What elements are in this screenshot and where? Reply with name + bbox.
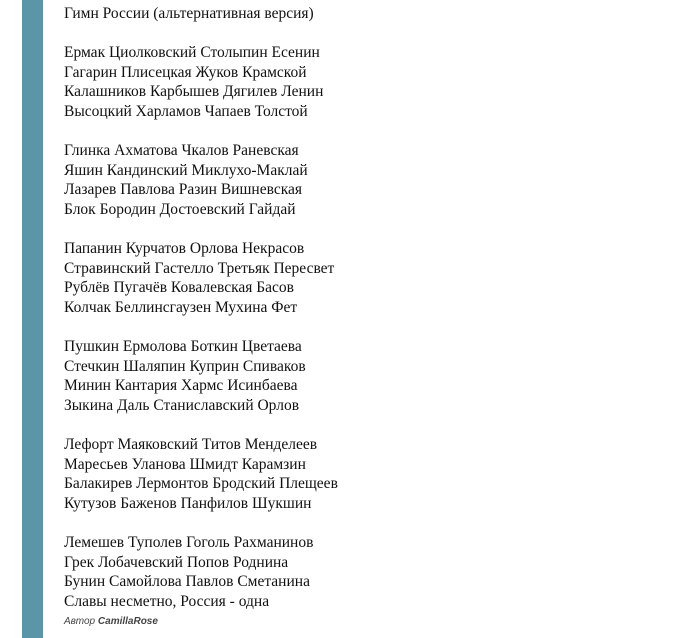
stanza-6 [64,533,624,611]
poem-line: Бунин Самойлова Павлов Сметанина [64,573,310,591]
poem-line: Яшин Кандинский Миклухо-Маклай [64,161,308,179]
stanza-2 [64,141,624,219]
stanza-1 [64,43,624,121]
poem-line: Славы несметно, Россия - одна [64,592,270,610]
poem-line: Блок Бородин Достоевский Гайдай [64,200,296,218]
poem-line: Лемешев Туполев Гоголь Рахманинов [64,534,314,552]
accent-bar [22,0,43,638]
poem-line: Колчак Беллинсгаузен Мухина Фет [64,298,298,316]
poem-line: Ермак Циолковский Столыпин Есенин [64,44,320,62]
poem-line: Зыкина Даль Станиславский Орлов [64,396,300,414]
poem-line: Кутузов Баженов Панфилов Шукшин [64,494,312,512]
poem-line: Пушкин Ермолова Боткин Цветаева [64,338,302,356]
stanza-4 [64,337,624,415]
poem-line: Рублёв Пугачёв Ковалевская Басов [64,279,294,297]
poem-title: Гимн России (альтернативная версия) [64,5,314,22]
author-credit [64,616,158,627]
poem-line: Папанин Курчатов Орлова Некрасов [64,240,305,258]
poem-line: Лефорт Маяковский Титов Менделеев [64,436,318,454]
poem [64,4,624,611]
poem-line: Высоцкий Харламов Чапаев Толстой [64,102,308,120]
poem-line: Балакирев Лермонтов Бродский Плещеев [64,475,338,493]
stanza-3 [64,239,624,317]
poem-line: Грек Лобачевский Попов Роднина [64,553,289,571]
poem-line: Стравинский Гастелло Третьяк Пересвет [64,259,335,277]
stanza-5 [64,435,624,513]
poem-line: Глинка Ахматова Чкалов Раневская [64,142,299,160]
poem-line: Гагарин Плисецкая Жуков Крамской [64,63,307,81]
author-label: Автор [64,616,96,627]
poem-line: Маресьев Уланова Шмидт Карамзин [64,455,306,473]
author-name: CamillaRose [97,616,158,627]
poem-line: Минин Кантария Хармс Исинбаева [64,377,298,395]
poem-line: Лазарев Павлова Разин Вишневская [64,181,303,199]
poem-line: Стечкин Шаляпин Куприн Спиваков [64,357,306,375]
poem-line: Калашников Карбышев Дягилев Ленин [64,83,324,101]
